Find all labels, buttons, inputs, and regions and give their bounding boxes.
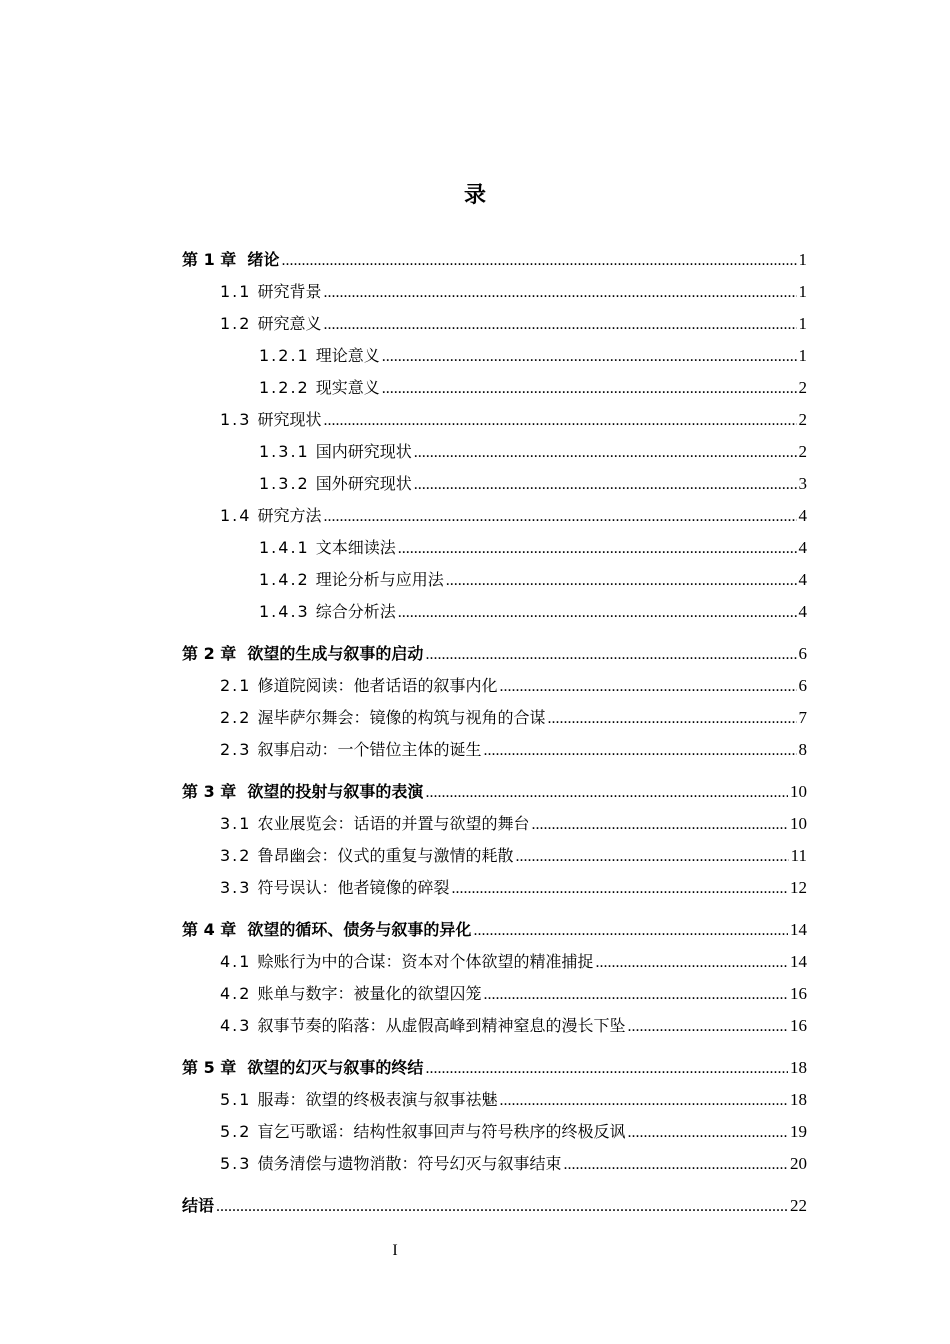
toc-number: 1.4.1 bbox=[259, 538, 310, 557]
toc-page-number: 10 bbox=[790, 814, 807, 833]
toc-page-number: 1 bbox=[798, 250, 807, 269]
toc-page-number: 12 bbox=[790, 878, 807, 897]
toc-page-number: 2 bbox=[798, 442, 807, 461]
toc-section-1-4[interactable] bbox=[182, 504, 807, 536]
toc-title: 欲望的生成与叙事的启动 bbox=[247, 644, 424, 663]
toc-leader-dots bbox=[446, 569, 797, 593]
toc-subsection-1-2-1[interactable] bbox=[182, 344, 807, 376]
page-title: 录 bbox=[463, 183, 486, 208]
toc-title: 叙事启动：一个错位主体的诞生 bbox=[257, 740, 482, 759]
toc-number: 4.3 bbox=[220, 1016, 252, 1035]
toc-title: 研究现状 bbox=[257, 410, 322, 429]
toc-leader-dots bbox=[425, 781, 788, 805]
toc-title: 鲁昂幽会：仪式的重复与激情的耗散 bbox=[257, 846, 514, 865]
toc-number: 1.3.2 bbox=[259, 474, 310, 493]
toc-number: 3.2 bbox=[220, 846, 252, 865]
toc-page-number: 14 bbox=[790, 952, 807, 971]
toc-leader-dots bbox=[323, 281, 796, 305]
toc-subsection-1-3-2[interactable] bbox=[182, 472, 807, 504]
toc-leader-dots bbox=[382, 377, 797, 401]
toc-page-number: 1 bbox=[798, 314, 807, 333]
toc-page-number: 4 bbox=[798, 570, 807, 589]
toc-subsection-1-3-1[interactable] bbox=[182, 440, 807, 472]
toc-section-2-1[interactable] bbox=[182, 674, 807, 706]
toc-number: 1.4.3 bbox=[259, 602, 310, 621]
toc-leader-dots bbox=[499, 675, 796, 699]
toc-page-number: 1 bbox=[798, 282, 807, 301]
toc-page-number: 14 bbox=[790, 920, 807, 939]
toc-page-number: 11 bbox=[790, 846, 807, 865]
toc-page-number: 19 bbox=[790, 1122, 807, 1141]
toc-title: 研究方法 bbox=[257, 506, 322, 525]
toc-number: 1.4 bbox=[220, 506, 252, 525]
toc-number: 3.1 bbox=[220, 814, 252, 833]
toc-number: 1.1 bbox=[220, 282, 252, 301]
toc-title: 赊账行为中的合谋：资本对个体欲望的精准捕捉 bbox=[257, 952, 594, 971]
toc-section-5-2[interactable] bbox=[182, 1120, 807, 1152]
toc-leader-dots bbox=[323, 409, 796, 433]
toc-conclusion[interactable] bbox=[182, 1194, 807, 1226]
toc-page-number: 18 bbox=[790, 1090, 807, 1109]
toc-number: 1.2.1 bbox=[259, 346, 310, 365]
toc-title: 债务清偿与遗物消散：符号幻灭与叙事结束 bbox=[257, 1154, 562, 1173]
toc-page-number: 22 bbox=[790, 1196, 807, 1215]
toc-section-3-2[interactable] bbox=[182, 844, 807, 876]
toc-title: 结语 bbox=[182, 1196, 215, 1215]
toc-number: 1.4.2 bbox=[259, 570, 310, 589]
toc-section-2-3[interactable] bbox=[182, 738, 807, 770]
toc-title: 欲望的幻灭与叙事的终结 bbox=[247, 1058, 424, 1077]
toc-leader-dots bbox=[473, 919, 788, 943]
toc-subsection-1-4-2[interactable] bbox=[182, 568, 807, 600]
toc-leader-dots bbox=[627, 1121, 788, 1145]
toc-title: 国外研究现状 bbox=[315, 474, 412, 493]
toc-number: 5.3 bbox=[220, 1154, 252, 1173]
toc-number: 1.2 bbox=[220, 314, 252, 333]
toc-title: 国内研究现状 bbox=[315, 442, 412, 461]
toc-number: 4.2 bbox=[220, 984, 252, 1003]
page-footer-number: I bbox=[392, 1242, 398, 1259]
toc-leader-dots bbox=[627, 1015, 788, 1039]
toc-page-number: 2 bbox=[798, 378, 807, 397]
toc-title: 农业展览会：话语的并置与欲望的舞台 bbox=[257, 814, 530, 833]
toc-page-number: 1 bbox=[798, 346, 807, 365]
toc-section-4-3[interactable] bbox=[182, 1014, 807, 1046]
toc-leader-dots bbox=[425, 1057, 788, 1081]
toc-subsection-1-4-3[interactable] bbox=[182, 600, 807, 632]
toc-leader-dots bbox=[382, 345, 797, 369]
toc-title: 盲乞丐歌谣：结构性叙事回声与符号秩序的终极反讽 bbox=[257, 1122, 626, 1141]
toc-title: 服毒：欲望的终极表演与叙事祛魅 bbox=[257, 1090, 498, 1109]
toc-page-number: 2 bbox=[798, 410, 807, 429]
toc-number: 1.3.1 bbox=[259, 442, 310, 461]
toc-title: 研究意义 bbox=[257, 314, 322, 333]
toc-section-4-1[interactable] bbox=[182, 950, 807, 982]
toc-title: 账单与数字：被量化的欲望囚笼 bbox=[257, 984, 482, 1003]
toc-page-number: 18 bbox=[790, 1058, 807, 1077]
toc-section-5-3[interactable] bbox=[182, 1152, 807, 1184]
toc-number: 2.2 bbox=[220, 708, 252, 727]
toc-leader-dots bbox=[531, 813, 788, 837]
toc-number: 1.2.2 bbox=[259, 378, 310, 397]
toc-chapter-5[interactable] bbox=[182, 1056, 807, 1088]
toc-page-number: 3 bbox=[798, 474, 807, 493]
toc-section-3-1[interactable] bbox=[182, 812, 807, 844]
toc-chapter-1[interactable] bbox=[182, 248, 807, 280]
toc-title: 研究背景 bbox=[257, 282, 322, 301]
toc-title: 修道院阅读：他者话语的叙事内化 bbox=[257, 676, 498, 695]
toc-section-2-2[interactable] bbox=[182, 706, 807, 738]
toc-section-3-3[interactable] bbox=[182, 876, 807, 908]
toc-leader-dots bbox=[451, 877, 788, 901]
toc-subsection-1-4-1[interactable] bbox=[182, 536, 807, 568]
toc-number: 2.1 bbox=[220, 676, 252, 695]
toc-number: 第 3 章 bbox=[182, 782, 237, 801]
toc-section-1-3[interactable] bbox=[182, 408, 807, 440]
toc-leader-dots bbox=[499, 1089, 788, 1113]
toc-page-number: 16 bbox=[790, 984, 807, 1003]
toc-title: 叙事节奏的陷落：从虚假高峰到精神窒息的漫长下坠 bbox=[257, 1016, 626, 1035]
toc-page-number: 7 bbox=[798, 708, 807, 727]
toc-page-number: 16 bbox=[790, 1016, 807, 1035]
toc-title: 理论分析与应用法 bbox=[315, 570, 444, 589]
toc-leader-dots bbox=[281, 249, 796, 273]
toc-leader-dots bbox=[515, 845, 788, 869]
toc-leader-dots bbox=[483, 739, 796, 763]
toc-leader-dots bbox=[547, 707, 796, 731]
toc-page-number: 20 bbox=[790, 1154, 807, 1173]
toc-leader-dots bbox=[483, 983, 788, 1007]
toc-title: 绪论 bbox=[247, 250, 280, 269]
toc-leader-dots bbox=[563, 1153, 788, 1177]
toc-subsection-1-2-2[interactable] bbox=[182, 376, 807, 408]
table-of-contents bbox=[182, 248, 807, 1226]
toc-chapter-4[interactable] bbox=[182, 918, 807, 950]
toc-chapter-2[interactable] bbox=[182, 642, 807, 674]
toc-page-number: 4 bbox=[798, 506, 807, 525]
toc-leader-dots bbox=[414, 441, 797, 465]
toc-leader-dots bbox=[398, 537, 797, 561]
toc-leader-dots bbox=[595, 951, 788, 975]
toc-section-1-1[interactable] bbox=[182, 280, 807, 312]
toc-number: 第 1 章 bbox=[182, 250, 237, 269]
toc-page-number: 4 bbox=[798, 602, 807, 621]
toc-title: 综合分析法 bbox=[315, 602, 396, 621]
toc-number: 2.3 bbox=[220, 740, 252, 759]
toc-page-number: 4 bbox=[798, 538, 807, 557]
toc-title: 符号误认：他者镜像的碎裂 bbox=[257, 878, 450, 897]
toc-title: 文本细读法 bbox=[315, 538, 396, 557]
toc-leader-dots bbox=[414, 473, 797, 497]
toc-leader-dots bbox=[398, 601, 797, 625]
toc-page-number: 6 bbox=[798, 644, 807, 663]
toc-number: 4.1 bbox=[220, 952, 252, 971]
toc-title: 渥毕萨尔舞会：镜像的构筑与视角的合谋 bbox=[257, 708, 546, 727]
toc-leader-dots bbox=[323, 505, 796, 529]
toc-number: 5.2 bbox=[220, 1122, 252, 1141]
toc-number: 第 5 章 bbox=[182, 1058, 237, 1077]
toc-number: 1.3 bbox=[220, 410, 252, 429]
toc-chapter-3[interactable] bbox=[182, 780, 807, 812]
toc-number: 第 2 章 bbox=[182, 644, 237, 663]
toc-section-1-2[interactable] bbox=[182, 312, 807, 344]
toc-section-5-1[interactable] bbox=[182, 1088, 807, 1120]
toc-page-number: 10 bbox=[790, 782, 807, 801]
toc-page-number: 8 bbox=[798, 740, 807, 759]
toc-section-4-2[interactable] bbox=[182, 982, 807, 1014]
toc-number: 3.3 bbox=[220, 878, 252, 897]
toc-number: 第 4 章 bbox=[182, 920, 237, 939]
toc-leader-dots bbox=[425, 643, 796, 667]
toc-title: 现实意义 bbox=[315, 378, 380, 397]
toc-number: 5.1 bbox=[220, 1090, 252, 1109]
toc-title: 欲望的循环、债务与叙事的异化 bbox=[247, 920, 472, 939]
toc-leader-dots bbox=[323, 313, 796, 337]
toc-page-number: 6 bbox=[798, 676, 807, 695]
toc-title: 理论意义 bbox=[315, 346, 380, 365]
toc-title: 欲望的投射与叙事的表演 bbox=[247, 782, 424, 801]
toc-leader-dots bbox=[216, 1195, 788, 1219]
